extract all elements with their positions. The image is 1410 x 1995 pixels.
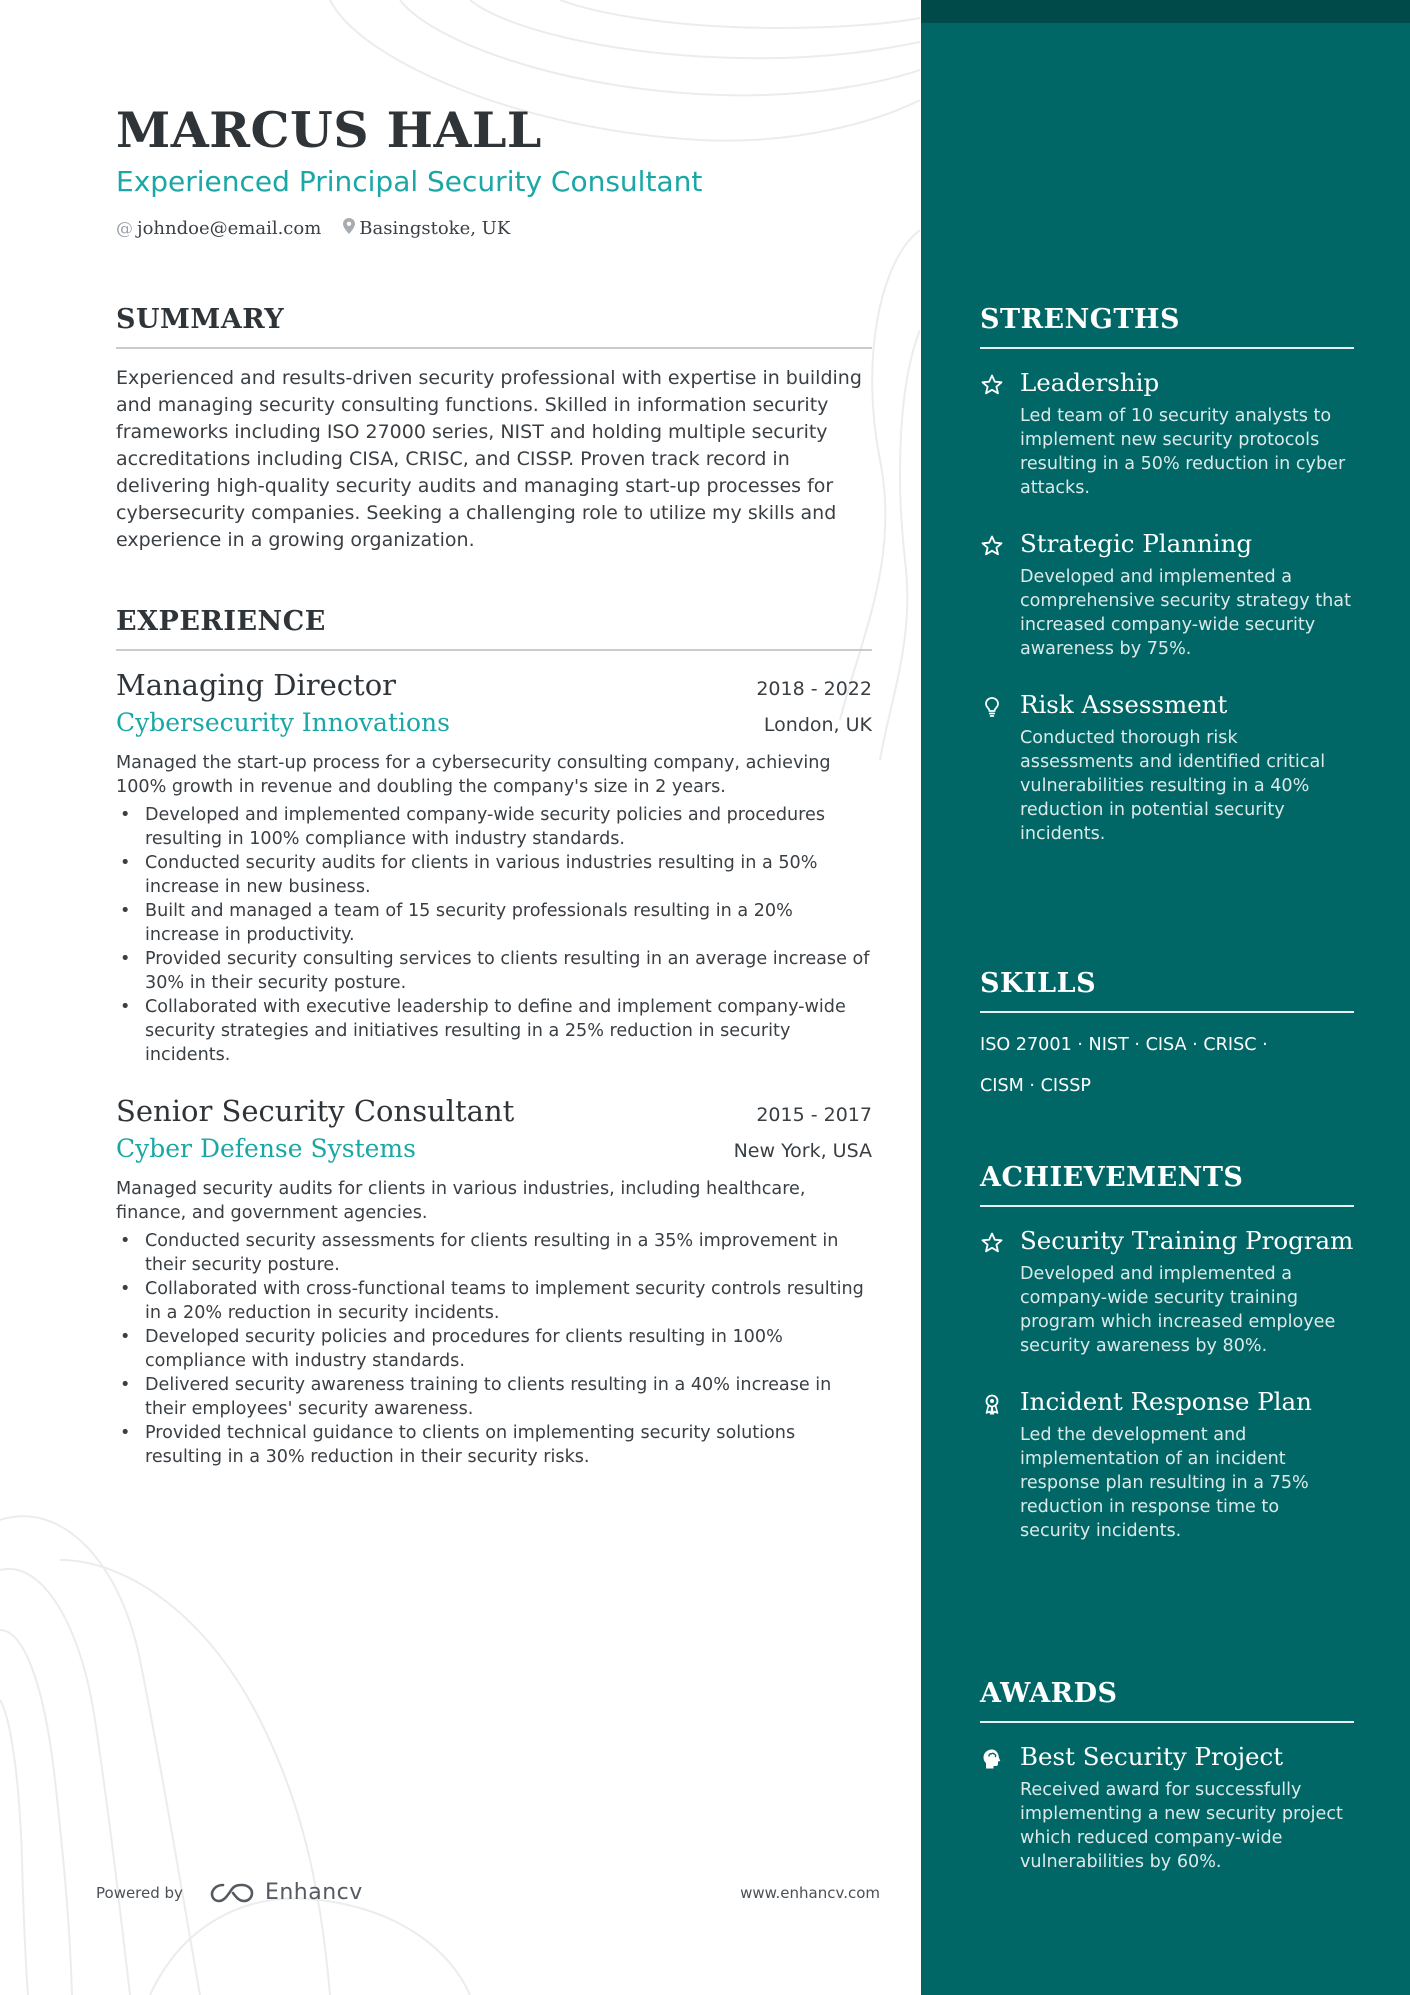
page-footer [96, 1880, 880, 1905]
awards-section [980, 1678, 1354, 1874]
contact-location [343, 218, 510, 239]
job-bullet: • Collaborated with cross-functional teams to implement security controls resulting in a 20% reduction in security incidents. [145, 1277, 872, 1325]
at-icon: @ [116, 218, 133, 239]
skills-line-2: CISM · CISSP [980, 1076, 1092, 1096]
sidebar [921, 0, 1410, 1995]
experience-title: EXPERIENCE [116, 606, 326, 637]
job-entry [116, 665, 872, 1067]
experience-section [116, 606, 872, 1469]
job-bullet: • Built and managed a team of 15 security professionals resulting in a 20% increase in productivity. [145, 899, 872, 947]
award-item [980, 1741, 1354, 1874]
star-icon [980, 528, 1006, 661]
strength-description: Developed and implemented a comprehensive security strategy that increased company-wide security awareness by 75%. [1020, 567, 1351, 659]
brand-logo[interactable] [209, 1880, 363, 1905]
job-bullet: • Provided technical guidance to clients on implementing security solutions resulting in a 30% reduction in their security risks. [145, 1421, 872, 1469]
strengths-divider [980, 347, 1354, 349]
strength-item [980, 367, 1354, 500]
lightbulb-icon [980, 689, 1006, 846]
job-bullet: • Developed and implemented company-wide security policies and procedures resulting in 100% compliance with industry standards. [145, 803, 872, 851]
map-pin-icon [343, 218, 355, 239]
summary-section [116, 304, 872, 554]
job-description: Managed security audits for clients in various industries, including healthcare, finance, and government agencies. [116, 1179, 806, 1223]
job-title: Senior Security Consultant [116, 1094, 515, 1128]
job-bullets [116, 803, 872, 1067]
strength-title: Leadership [1020, 368, 1160, 397]
candidate-name: MARCUS HALL [116, 101, 542, 159]
strengths-section [980, 304, 1354, 846]
strength-item [980, 689, 1354, 846]
skills-title: SKILLS [980, 968, 1097, 999]
strengths-title: STRENGTHS [980, 304, 1180, 335]
achievement-item [980, 1225, 1354, 1358]
job-bullet: • Conducted security audits for clients in various industries resulting in a 50% increase in new business. [145, 851, 872, 899]
award-title: Best Security Project [1020, 1742, 1284, 1771]
achievements-divider [980, 1205, 1354, 1207]
summary-divider [116, 347, 872, 349]
job-bullet: • Conducted security assessments for clients resulting in a 35% improvement in their security posture. [145, 1229, 872, 1277]
job-description: Managed the start-up process for a cybersecurity consulting company, achieving 100% growth in revenue and doubling the company's size in 2 years. [116, 753, 831, 797]
job-entry [116, 1091, 872, 1469]
job-location: New York, USA [733, 1140, 872, 1162]
powered-by [96, 1880, 363, 1905]
skills-list [980, 1025, 1354, 1107]
job-bullet: • Provided security consulting services to clients resulting in an average increase of 30% in their security posture. [145, 947, 872, 995]
experience-divider [116, 649, 872, 651]
enhancv-logo-icon [209, 1881, 255, 1905]
skills-section [980, 968, 1354, 1107]
strength-title: Risk Assessment [1020, 690, 1228, 719]
contact-info [116, 218, 872, 239]
award-description: Received award for successfully implementing a new security project which reduced company-wide vulnerabilities by 60%. [1020, 1780, 1343, 1872]
summary-title: SUMMARY [116, 304, 285, 335]
achievement-title: Security Training Program [1020, 1226, 1354, 1255]
website-link[interactable]: www.enhancv.com [740, 1883, 880, 1902]
strength-title: Strategic Planning [1020, 529, 1253, 558]
achievement-description: Led the development and implementation of an incident response plan resulting in a 75% reduction in response time to security incidents. [1020, 1425, 1309, 1541]
job-company: Cybersecurity Innovations [116, 708, 450, 737]
resume-header [116, 100, 872, 239]
awards-divider [980, 1721, 1354, 1723]
job-title: Managing Director [116, 668, 397, 702]
job-bullet: • Collaborated with executive leadership to define and implement company-wide security strategies and initiatives resulting in a 25% reduction in security incidents. [145, 995, 872, 1067]
achievement-title: Incident Response Plan [1020, 1387, 1312, 1416]
candidate-headline: Experienced Principal Security Consultant [116, 165, 703, 198]
star-icon [980, 1225, 1006, 1358]
summary-text: Experienced and results-driven security professional with expertise in building and managing security consulting functions. Skilled in information security frameworks including ISO 27000 series, NIST and holding multiple security accreditations including CISA, CRISC, and CISSP. Proven track record in delivering high-quality security audits and managing start-up processes for cybersecurity companies. Seeking a challenging role to utilize my skills and experience in a growing organization. [116, 367, 862, 551]
job-company: Cyber Defense Systems [116, 1134, 416, 1163]
awards-title: AWARDS [980, 1678, 1118, 1709]
email-text: johndoe@email.com [137, 218, 322, 239]
contact-email[interactable] [116, 218, 321, 239]
job-bullet: • Developed security policies and procedures for clients resulting in 100% compliance with industry standards. [145, 1325, 872, 1373]
skills-line-1: ISO 27001 · NIST · CISA · CRISC · [980, 1035, 1268, 1055]
achievements-title: ACHIEVEMENTS [980, 1162, 1244, 1193]
job-bullet: • Delivered security awareness training to clients resulting in a 40% increase in their employees' security awareness. [145, 1373, 872, 1421]
achievement-item [980, 1386, 1354, 1543]
brand-name: Enhancv [264, 1880, 363, 1905]
location-text: Basingstoke, UK [359, 218, 511, 239]
strength-item [980, 528, 1354, 661]
job-location: London, UK [763, 714, 872, 736]
job-dates: 2015 - 2017 [756, 1104, 872, 1126]
job-dates: 2018 - 2022 [756, 678, 872, 700]
achievement-description: Developed and implemented a company-wide security training program which increased employee security awareness by 80%. [1020, 1264, 1336, 1356]
award-ribbon-icon [980, 1386, 1006, 1543]
star-icon [980, 367, 1006, 500]
achievements-section [980, 1162, 1354, 1543]
sidebar-top-band [921, 0, 1410, 23]
strength-description: Led team of 10 security analysts to implement new security protocols resulting in a 50% reduction in cyber attacks. [1020, 406, 1346, 498]
powered-by-label: Powered by [96, 1883, 183, 1902]
skills-divider [980, 1011, 1354, 1013]
strength-description: Conducted thorough risk assessments and identified critical vulnerabilities resulting in a 40% reduction in potential security incidents. [1020, 728, 1326, 844]
head-brain-icon [980, 1741, 1006, 1874]
job-bullets [116, 1229, 872, 1469]
